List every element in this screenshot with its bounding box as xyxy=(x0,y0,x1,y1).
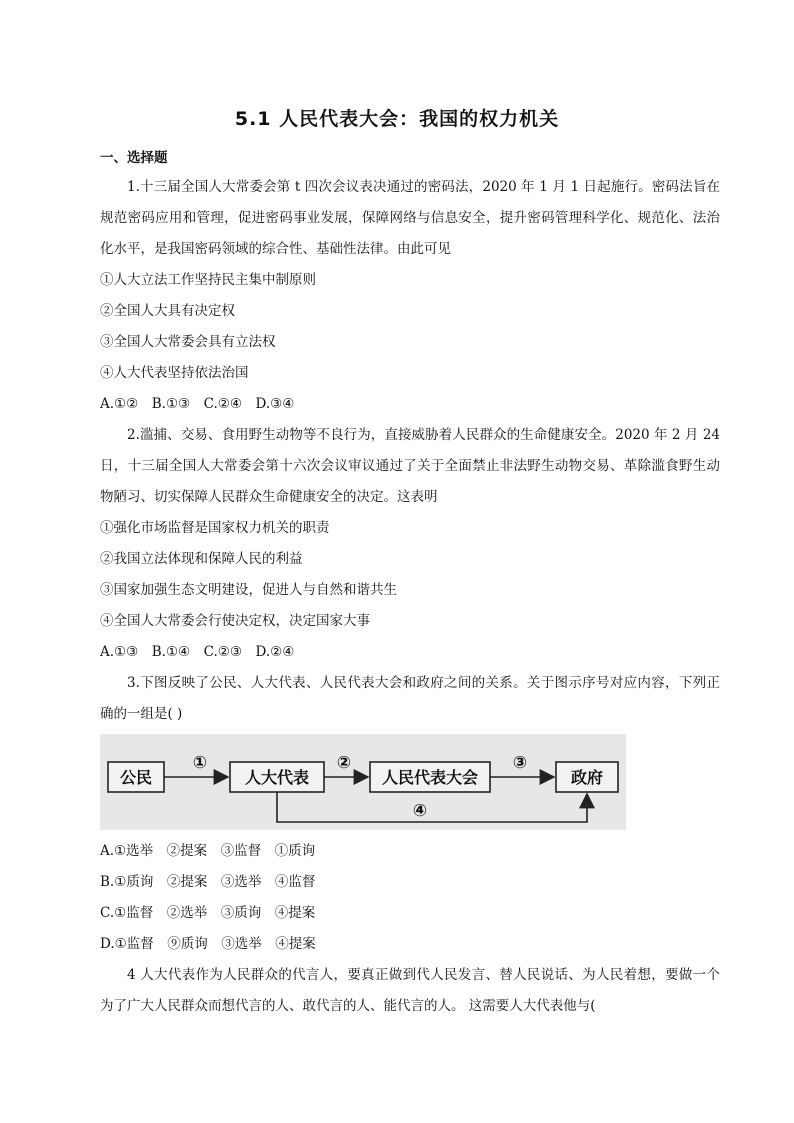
diagram-label-deputy: 人大代表 xyxy=(244,768,310,787)
diagram-arrow-4 xyxy=(277,792,587,822)
relationship-diagram xyxy=(100,734,626,830)
question-1-item-4: ④人大代表坚持依法治国 xyxy=(100,365,249,381)
diagram-arrow-label-3: ③ xyxy=(512,753,528,773)
diagram-arrow-label-1: ① xyxy=(192,753,208,773)
diagram-label-citizen: 公民 xyxy=(119,768,153,787)
question-2-item-3: ③国家加强生态文明建设，促进人与自然和谐共生 xyxy=(100,582,397,598)
question-1-item-1: ①人大立法工作坚持民主集中制原则 xyxy=(100,272,316,288)
question-1-options: A.①② B.①③ C.②④ D.③④ xyxy=(100,396,295,412)
question-2-item-1: ①强化市场监督是国家权力机关的职责 xyxy=(100,520,330,536)
section-heading: 一、选择题 xyxy=(100,150,168,166)
diagram-arrow-label-2: ② xyxy=(336,753,352,773)
diagram-label-government: 政府 xyxy=(570,768,604,787)
page-title: 5.1 人民代表大会：我国的权力机关 xyxy=(234,108,560,130)
question-4-stem: 4 人大代表作为人民群众的代言人，要真正做到代人民发言、替人民说话、为人民着想，要做一个为了广大人民群众而想代言的人、敢代言的人、能代言的人。 这需要人大代表他与( xyxy=(100,967,720,1014)
question-3-stem: 3.下图反映了公民、人大代表、人民代表大会和政府之间的关系。关于图示序号对应内容，下列正确的一组是( ) xyxy=(100,675,720,722)
question-3-option-c: C.①监督 ②选举 ③质询 ④提案 xyxy=(100,905,316,921)
question-2-options: A.①③ B.①④ C.②③ D.②④ xyxy=(100,644,295,660)
question-1-item-3: ③全国人大常委会具有立法权 xyxy=(100,334,276,350)
question-3-option-b: B.①质询 ②提案 ③选举 ④监督 xyxy=(100,874,316,890)
diagram-label-congress: 人民代表大会 xyxy=(381,768,479,787)
question-3-option-a: A.①选举 ②提案 ③监督 ①质询 xyxy=(100,843,316,859)
question-2-item-2: ②我国立法体现和保障人民的利益 xyxy=(100,551,303,567)
diagram-arrow-label-4: ④ xyxy=(412,801,428,821)
question-3-option-d: D.①监督 ⑨质询 ③选举 ④提案 xyxy=(100,936,316,952)
question-1-stem: 1.十三届全国人大常委会第 t 四次会议表决通过的密码法，2020 年 1 月 1 日起施行。密码法旨在规范密码应用和管理，促进密码事业发展，保障网络与信息安全，提升密码管理科学化、规范化、法治化水平，是我国密码领域的综合性、基础性法律。由此可见 xyxy=(100,179,720,257)
question-1-item-2: ②全国人大具有决定权 xyxy=(100,303,235,319)
question-2-item-4: ④全国人大常委会行使决定权，决定国家大事 xyxy=(100,613,370,629)
question-list xyxy=(100,172,720,1022)
question-2-stem: 2.滥捕、交易、食用野生动物等不良行为，直接威胁着人民群众的生命健康安全。2020 年 2 月 24 日，十三届全国人大常委会第十六次会议审议通过了关于全面禁止非法野生动物交易、革除滥食野生动物陋习、切实保障人民群众生命健康安全的决定。这表明 xyxy=(100,427,720,505)
